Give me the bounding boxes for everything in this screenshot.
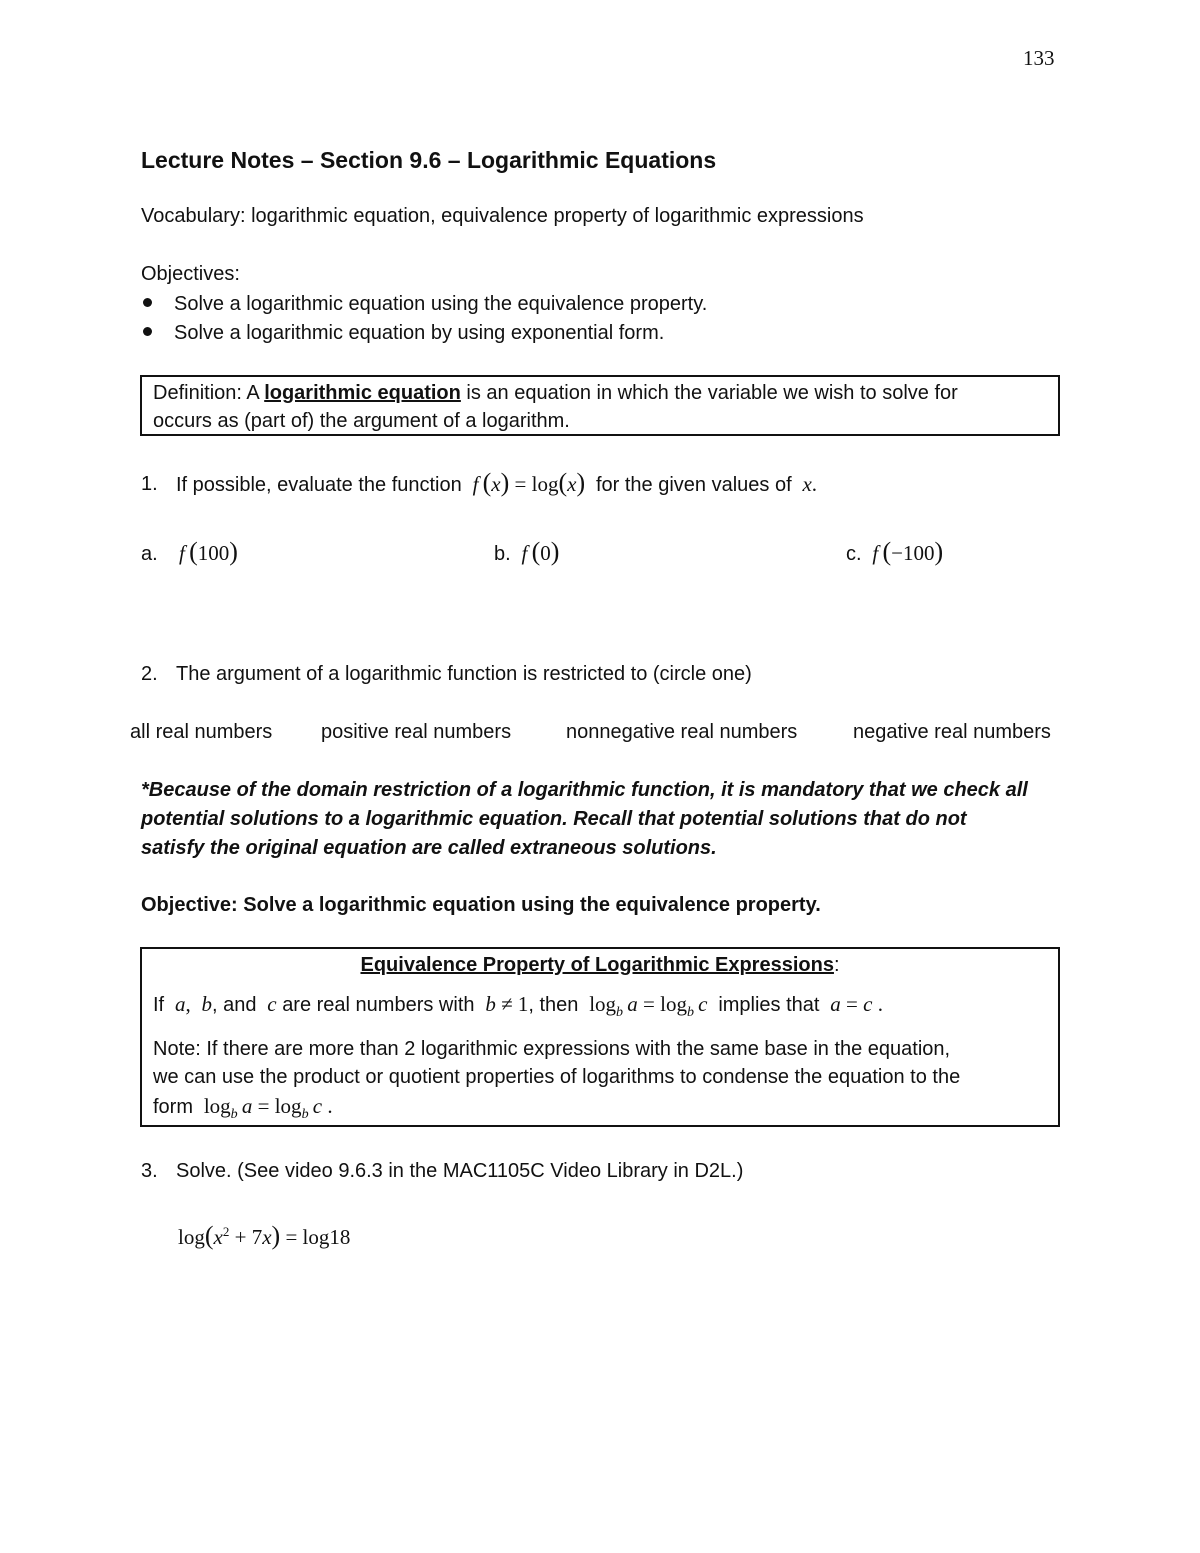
equivalence-note-line-3: form $\log_b a = \log_b c$ . bbox=[153, 1094, 333, 1123]
q1-number: 1. bbox=[141, 473, 158, 495]
domain-note-line-3: satisfy the original equation are called extraneous solutions. bbox=[141, 837, 717, 859]
page-title: Lecture Notes – Section 9.6 – Logarithmic Equations bbox=[141, 147, 717, 173]
domain-note-line-2: potential solutions to a logarithmic equation. Recall that potential solutions that do not bbox=[141, 808, 967, 830]
q3-number: 3. bbox=[141, 1160, 158, 1182]
equivalence-statement: If a, b, and c are real numbers with b ≠ 1, then $\log_b a = \log_b c$ implies that a = c . bbox=[153, 992, 883, 1021]
vocabulary-line: Vocabulary: logarithmic equation, equivalence property of logarithmic expressions bbox=[141, 205, 864, 227]
q1-part-a: a. f (100) bbox=[141, 537, 238, 566]
objectives-heading: Objectives: bbox=[141, 263, 240, 285]
equivalence-box bbox=[140, 947, 1060, 1127]
equivalence-note-line-2: we can use the product or quotient properties of logarithms to condense the equation to the bbox=[153, 1066, 961, 1088]
definition-term: logarithmic equation bbox=[264, 382, 461, 404]
definition-box bbox=[140, 375, 1060, 436]
objective-heading: Objective: Solve a logarithmic equation using the equivalence property. bbox=[141, 894, 821, 916]
choice-all-real[interactable]: all real numbers bbox=[130, 721, 273, 743]
choice-nonnegative-real[interactable]: nonnegative real numbers bbox=[566, 721, 798, 743]
equivalence-title: Equivalence Property of Logarithmic Expressions: bbox=[360, 954, 840, 976]
bullet-icon bbox=[143, 298, 152, 307]
q3-equation: $\log(x^2 + 7x) = \log 18$ bbox=[178, 1221, 351, 1250]
page-number: 133 bbox=[1023, 46, 1055, 70]
objective-item-2: Solve a logarithmic equation by using exponential form. bbox=[143, 319, 664, 347]
q1-part-b: b. f (0) bbox=[494, 537, 560, 566]
q2-text: The argument of a logarithmic function is restricted to (circle one) bbox=[176, 663, 752, 685]
choice-negative-real[interactable]: negative real numbers bbox=[853, 721, 1051, 743]
definition-line-2: occurs as (part of) the argument of a logarithm. bbox=[153, 410, 570, 432]
objective-item-1: Solve a logarithmic equation using the equivalence property. bbox=[143, 290, 707, 318]
bullet-icon bbox=[143, 327, 152, 336]
function-expression: f (x) = log(x) bbox=[472, 468, 586, 497]
equivalence-note-line-1: Note: If there are more than 2 logarithmic expressions with the same base in the equation, bbox=[153, 1038, 951, 1060]
definition-line-1: Definition: A logarithmic equation is an equation in which the variable we wish to solve for bbox=[153, 382, 958, 404]
choice-positive-real[interactable]: positive real numbers bbox=[321, 721, 512, 743]
q1-part-c: c. f (−100) bbox=[846, 537, 944, 566]
variable-x: x bbox=[797, 472, 812, 496]
q3-text: Solve. (See video 9.6.3 in the MAC1105C Video Library in D2L.) bbox=[176, 1160, 744, 1182]
q2-number: 2. bbox=[141, 663, 158, 685]
q1-text: If possible, evaluate the function f (x) = log(x) for the given values of x. bbox=[176, 468, 818, 497]
domain-note-line-1: *Because of the domain restriction of a logarithmic function, it is mandatory that we check all bbox=[141, 779, 1028, 801]
